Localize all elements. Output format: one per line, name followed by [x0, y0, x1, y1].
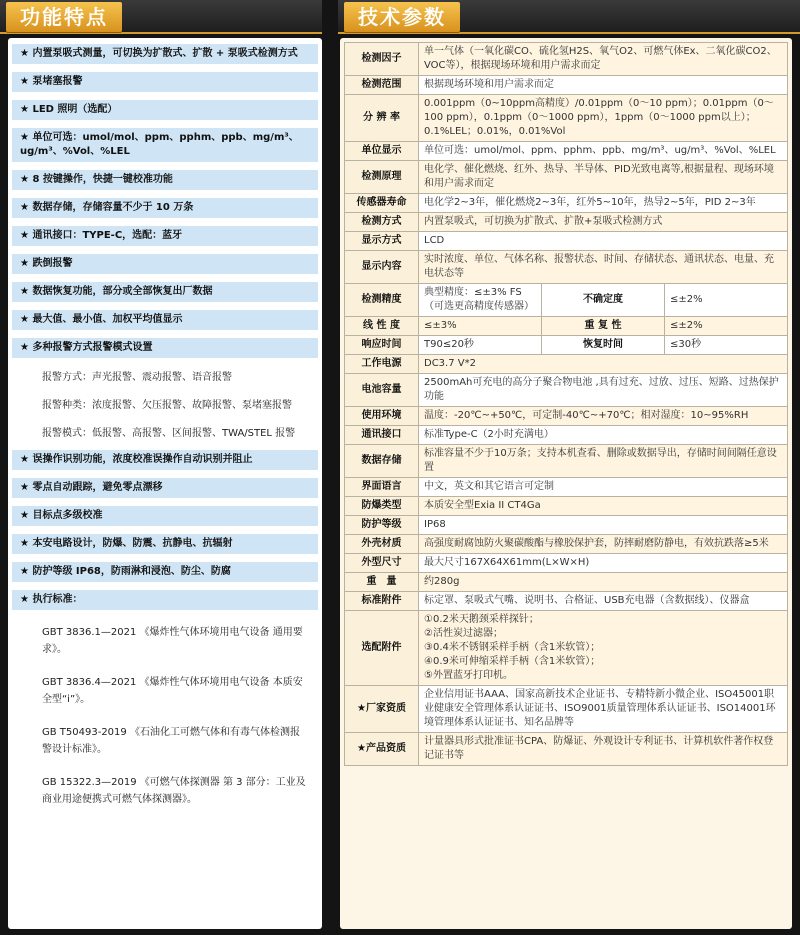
- spec-label: ★厂家资质: [345, 686, 419, 733]
- spec-row: [345, 554, 788, 573]
- feature-item: ★ 内置泵吸式测量，可切换为扩散式、扩散 + 泵吸式检测方式: [12, 44, 318, 64]
- spec-row: [345, 516, 788, 535]
- spec-value: 电化学、催化燃烧、红外、热导、半导体、PID光致电离等,根据量程、现场环境和用户需求而定: [419, 161, 788, 194]
- spec-label: 外壳材质: [345, 535, 419, 554]
- spec-value: ≤±3%: [419, 317, 542, 336]
- spec-value: IP68: [419, 516, 788, 535]
- specs-title: 技术参数: [344, 2, 460, 32]
- spec-row: [345, 407, 788, 426]
- specs-panel: [340, 38, 792, 929]
- spec-row: [345, 251, 788, 284]
- standard-item: GBT 3836.1—2021 《爆炸性气体环境用电气设备 通用要求》。: [42, 627, 303, 655]
- feature-item: ★ LED 照明（选配）: [12, 100, 318, 120]
- feature-item: ★ 误操作识别功能，浓度校准误操作自动识别并阻止: [12, 450, 318, 470]
- spec-value: 标准容量不少于10万条；支持本机查看、删除或数据导出，存储时间间隔任意设置: [419, 445, 788, 478]
- spec-label: 使用环境: [345, 407, 419, 426]
- spec-label: 检测精度: [345, 284, 419, 317]
- spec-value-secondary: ≤30秒: [665, 336, 788, 355]
- spec-row: [345, 232, 788, 251]
- spec-row: [345, 194, 788, 213]
- spec-label: 防护等级: [345, 516, 419, 535]
- spec-row: [345, 733, 788, 766]
- spec-value: T90≤20秒: [419, 336, 542, 355]
- feature-item: ★ 执行标准：: [12, 590, 318, 610]
- feature-item: ★ 通讯接口：TYPE-C，选配：蓝牙: [12, 226, 318, 246]
- spec-label: 工作电源: [345, 355, 419, 374]
- spec-value: 内置泵吸式，可切换为扩散式、扩散+泵吸式检测方式: [419, 213, 788, 232]
- spec-value: DC3.7 V*2: [419, 355, 788, 374]
- feature-sub-item: 报警方式：声光报警、震动报警、语音报警: [42, 372, 232, 383]
- spec-label-secondary: 不确定度: [542, 284, 665, 317]
- spec-row: [345, 592, 788, 611]
- spec-value: 约280g: [419, 573, 788, 592]
- spec-row: [345, 317, 788, 336]
- spec-row: [345, 374, 788, 407]
- spec-row: [345, 426, 788, 445]
- feature-item: ★ 最大值、最小值、加权平均值显示: [12, 310, 318, 330]
- standard-item: GBT 3836.4—2021 《爆炸性气体环境用电气设备 本质安全型“i”》。: [42, 677, 303, 705]
- feature-sub-item: 报警模式：低报警、高报警、区间报警、TWA/STEL 报警: [42, 428, 296, 439]
- spec-value: 典型精度：≤±3% FS（可选更高精度传感器）: [419, 284, 542, 317]
- feature-item: ★ 单位可选：umol/mol、ppm、pphm、ppb、mg/m³、ug/m³、%Vol、%LEL: [12, 128, 318, 162]
- spec-row: [345, 573, 788, 592]
- spec-label: 界面语言: [345, 478, 419, 497]
- spec-row: [345, 284, 788, 317]
- spec-value: 最大尺寸167X64X61mm(L×W×H): [419, 554, 788, 573]
- feature-item: ★ 泵堵塞报警: [12, 72, 318, 92]
- spec-row: [345, 686, 788, 733]
- spec-row: [345, 611, 788, 686]
- features-panel: [8, 38, 322, 929]
- standard-item: GB 15322.3—2019 《可燃气体探测器 第 3 部分：工业及商业用途便携式可燃气体探测器》。: [42, 777, 306, 805]
- spec-label: ★产品资质: [345, 733, 419, 766]
- feature-item: ★ 零点自动跟踪，避免零点漂移: [12, 478, 318, 498]
- spec-label: 标准附件: [345, 592, 419, 611]
- spec-label: 响应时间: [345, 336, 419, 355]
- spec-label: 单位显示: [345, 142, 419, 161]
- spec-value: 企业信用证书AAA、国家高新技术企业证书、专精特新小微企业、ISO45001职业健康安全管理体系认证证书、ISO9001质量管理体系认证证书、ISO14001环境管理体系认证证书、知名品牌等: [419, 686, 788, 733]
- spec-value: 标准Type-C（2小时充满电）: [419, 426, 788, 445]
- spec-label: 显示方式: [345, 232, 419, 251]
- spec-row: [345, 535, 788, 554]
- feature-item: ★ 数据存储，存储容量不少于 10 万条: [12, 198, 318, 218]
- spec-row: [345, 95, 788, 142]
- spec-label-secondary: 恢复时间: [542, 336, 665, 355]
- spec-label: 分 辨 率: [345, 95, 419, 142]
- feature-item: ★ 本安电路设计，防爆、防震、抗静电、抗辐射: [12, 534, 318, 554]
- spec-row: [345, 478, 788, 497]
- spec-value: 单位可选：umol/mol、ppm、pphm、ppb、mg/m³、ug/m³、%Vol、%LEL: [419, 142, 788, 161]
- spec-value: 中文，英文和其它语言可定制: [419, 478, 788, 497]
- feature-sub-item: 报警种类：浓度报警、欠压报警、故障报警、泵堵塞报警: [42, 400, 292, 411]
- spec-label: 外型尺寸: [345, 554, 419, 573]
- spec-value-line: ①0.2米天鹅颈采样探针；: [424, 614, 539, 625]
- standard-item: GB T50493-2019 《石油化工可燃气体和有毒气体检测报警设计标准》。: [42, 727, 300, 755]
- spec-label: 选配附件: [345, 611, 419, 686]
- spec-value-secondary: ≤±2%: [665, 317, 788, 336]
- spec-label: 检测方式: [345, 213, 419, 232]
- specs-header: [338, 0, 800, 34]
- feature-item: ★ 多种报警方式报警模式设置: [12, 338, 318, 358]
- spec-label: 显示内容: [345, 251, 419, 284]
- spec-value: LCD: [419, 232, 788, 251]
- spec-row: [345, 161, 788, 194]
- spec-value: 温度：-20℃~+50℃，可定制-40℃~+70℃；相对湿度：10~95%RH: [419, 407, 788, 426]
- spec-label: 数据存储: [345, 445, 419, 478]
- spec-value: 根据现场环境和用户需求而定: [419, 76, 788, 95]
- feature-item: ★ 防护等级 IP68，防雨淋和浸泡、防尘、防腐: [12, 562, 318, 582]
- spec-row: [345, 497, 788, 516]
- spec-value-line: ③0.4米不锈钢采样手柄（含1米软管）；: [424, 642, 601, 653]
- spec-value: 2500mAh可充电的高分子聚合物电池 ,具有过充、过放、过压、短路、过热保护功能: [419, 374, 788, 407]
- spec-value: 0.001ppm（0~10ppm高精度）/0.01ppm（0～10 ppm）；0.01ppm（0～100 ppm），0.1ppm（0～1000 ppm），1ppm（0～1000 ppm以上）；0.1%LEL；0.01%，0.01%Vol: [419, 95, 788, 142]
- spec-row: [345, 142, 788, 161]
- spec-label: 线 性 度: [345, 317, 419, 336]
- spec-row: [345, 355, 788, 374]
- spec-row: [345, 445, 788, 478]
- spec-value: 本质安全型Exia II CT4Ga: [419, 497, 788, 516]
- spec-value-secondary: ≤±2%: [665, 284, 788, 317]
- spec-value-line: ②活性炭过滤器；: [424, 628, 503, 639]
- feature-item: ★ 跌倒报警: [12, 254, 318, 274]
- spec-row: [345, 213, 788, 232]
- spec-label: 检测原理: [345, 161, 419, 194]
- feature-item: ★ 8 按键操作，快捷一键校准功能: [12, 170, 318, 190]
- spec-label: 电池容量: [345, 374, 419, 407]
- spec-value-line: ④0.9米可伸缩采样手柄（含1米软管）；: [424, 656, 601, 667]
- spec-label: 通讯接口: [345, 426, 419, 445]
- spec-value: [419, 611, 788, 686]
- spec-label: 传感器寿命: [345, 194, 419, 213]
- spec-label: 检测因子: [345, 43, 419, 76]
- spec-row: [345, 43, 788, 76]
- spec-label: 检测范围: [345, 76, 419, 95]
- spec-row: [345, 336, 788, 355]
- spec-row: [345, 76, 788, 95]
- spec-label-secondary: 重 复 性: [542, 317, 665, 336]
- spec-label: 重 量: [345, 573, 419, 592]
- feature-item: ★ 数据恢复功能，部分或全部恢复出厂数据: [12, 282, 318, 302]
- spec-label: 防爆类型: [345, 497, 419, 516]
- features-header: [0, 0, 322, 34]
- spec-value: 电化学2~3年，催化燃烧2~3年，红外5~10年，热导2~5年，PID 2~3年: [419, 194, 788, 213]
- feature-item: ★ 目标点多级校准: [12, 506, 318, 526]
- spec-value-line: ⑤外置蓝牙打印机。: [424, 670, 513, 681]
- spec-value: 计量器具形式批准证书CPA、防爆证、外观设计专利证书、计算机软件著作权登记证书等: [419, 733, 788, 766]
- specs-table: [344, 42, 788, 766]
- spec-value: 标定罩、泵吸式气嘴、说明书、合格证、USB充电器（含数据线）、仪器盒: [419, 592, 788, 611]
- features-title: 功能特点: [6, 2, 122, 32]
- spec-value: 高强度耐腐蚀防火聚碳酸酯与橡胶保护套，防摔耐磨防静电，有效抗跌落≥5米: [419, 535, 788, 554]
- spec-value: 实时浓度、单位、气体名称、报警状态、时间、存储状态、通讯状态、电量、充电状态等: [419, 251, 788, 284]
- spec-value: 单一气体（一氧化碳CO、硫化氢H2S、氧气O2、可燃气体Ex、二氧化碳CO2、VOC等），根据现场环境和用户需求而定: [419, 43, 788, 76]
